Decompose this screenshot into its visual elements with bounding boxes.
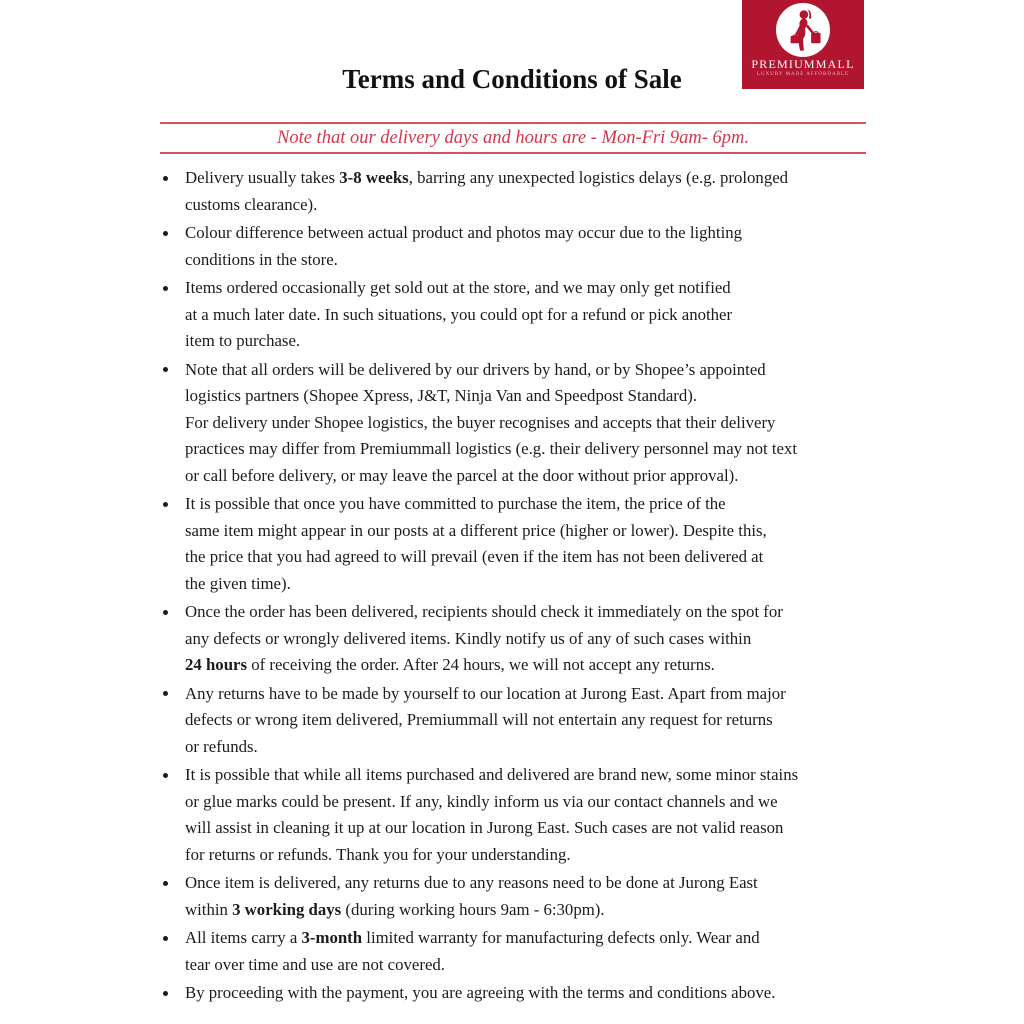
term-line: By proceeding with the payment, you are agreeing with the terms and conditions above. — [185, 983, 776, 1002]
bullet-icon — [163, 881, 168, 886]
term-item — [160, 220, 880, 273]
term-line: practices may differ from Premiummall logistics (e.g. their delivery personnel may not text — [185, 439, 798, 458]
term-line: It is possible that while all items purchased and delivered are brand new, some minor stains — [185, 765, 799, 784]
term-line: will assist in cleaning it up at our location in Jurong East. Such cases are not valid reason — [185, 818, 784, 837]
term-line: the given time). — [185, 573, 291, 593]
terms-list — [160, 165, 880, 1007]
term-item — [160, 925, 880, 978]
logo-brand-name: PREMIUMMALL — [751, 57, 855, 71]
term-line: any defects or wrongly delivered items. Kindly notify us of any of such cases within — [185, 628, 752, 648]
bullet-icon — [163, 367, 168, 372]
logo-tagline: LUXURY MADE AFFORDABLE — [756, 72, 850, 77]
bullet-icon — [163, 691, 168, 696]
term-line: Once item is delivered, any returns due to any reasons need to be done at Jurong East — [185, 873, 758, 892]
term-item — [160, 599, 880, 679]
term-line: item to purchase. — [185, 331, 301, 350]
term-line: defects or wrong item delivered, Premiummall will not entertain any request for returns — [185, 710, 773, 729]
term-line: For delivery under Shopee logistics, the buyer recognises and accepts that their delivery — [185, 412, 776, 432]
bullet-icon — [163, 176, 168, 181]
term-line: All items carry a 3-month limited warranty for manufacturing defects only. Wear and — [185, 928, 760, 947]
term-line: Colour difference between actual product and photos may occur due to the lighting — [185, 223, 743, 242]
term-line: for returns or refunds. Thank you for your understanding. — [185, 844, 571, 864]
term-line: the price that you had agreed to will prevail (even if the item has not been delivered at — [185, 547, 764, 566]
term-item — [160, 491, 880, 597]
term-item — [160, 357, 880, 490]
page-title: Terms and Conditions of Sale — [342, 64, 682, 94]
bullet-icon — [163, 773, 168, 778]
term-item — [160, 762, 880, 868]
term-line: within 3 working days (during working hours 9am - 6:30pm). — [185, 899, 605, 919]
term-line: 24 hours of receiving the order. After 24 hours, we will not accept any returns. — [185, 655, 715, 674]
term-line: or glue marks could be present. If any, kindly inform us via our contact channels and we — [185, 791, 778, 811]
term-line: or call before delivery, or may leave the parcel at the door without prior approval). — [185, 465, 739, 485]
term-line: or refunds. — [185, 736, 258, 756]
bullet-icon — [163, 502, 168, 507]
term-line: customs clearance). — [185, 194, 318, 214]
term-line: conditions in the store. — [185, 249, 338, 269]
term-item — [160, 165, 880, 218]
logo-circle — [776, 3, 830, 57]
bullet-icon — [163, 286, 168, 291]
term-item — [160, 275, 880, 355]
term-line: It is possible that once you have committed to purchase the item, the price of the — [185, 494, 726, 513]
bullet-icon — [163, 231, 168, 236]
term-line: logistics partners (Shopee Xpress, J&T, Ninja Van and Speedpost Standard). — [185, 386, 698, 405]
bullet-icon — [163, 610, 168, 615]
term-item — [160, 681, 880, 761]
premiummall-logo — [742, 0, 864, 89]
term-line: same item might appear in our posts at a different price (higher or lower). Despite this, — [185, 520, 767, 540]
term-line: Once the order has been delivered, recipients should check it immediately on the spot for — [185, 602, 783, 621]
term-line: at a much later date. In such situations, you could opt for a refund or pick another — [185, 304, 733, 324]
term-item — [160, 980, 880, 1007]
term-line: Items ordered occasionally get sold out at the store, and we may only get notified — [185, 278, 731, 297]
term-item — [160, 870, 880, 923]
delivery-note-band — [160, 122, 866, 154]
term-line: Any returns have to be made by yourself to our location at Jurong East. Apart from major — [185, 683, 786, 703]
woman-with-shopping-bags-icon — [779, 6, 827, 54]
bullet-icon — [163, 991, 168, 996]
bottom-divider — [160, 152, 866, 154]
term-line: Note that all orders will be delivered by our drivers by hand, or by Shopee’s appointed — [185, 359, 766, 379]
term-line: tear over time and use are not covered. — [185, 954, 445, 974]
delivery-note: Note that our delivery days and hours are - Mon-Fri 9am- 6pm. — [276, 128, 750, 148]
bullet-icon — [163, 936, 168, 941]
term-line: Delivery usually takes 3-8 weeks, barring any unexpected logistics delays (e.g. prolonged — [185, 168, 789, 187]
